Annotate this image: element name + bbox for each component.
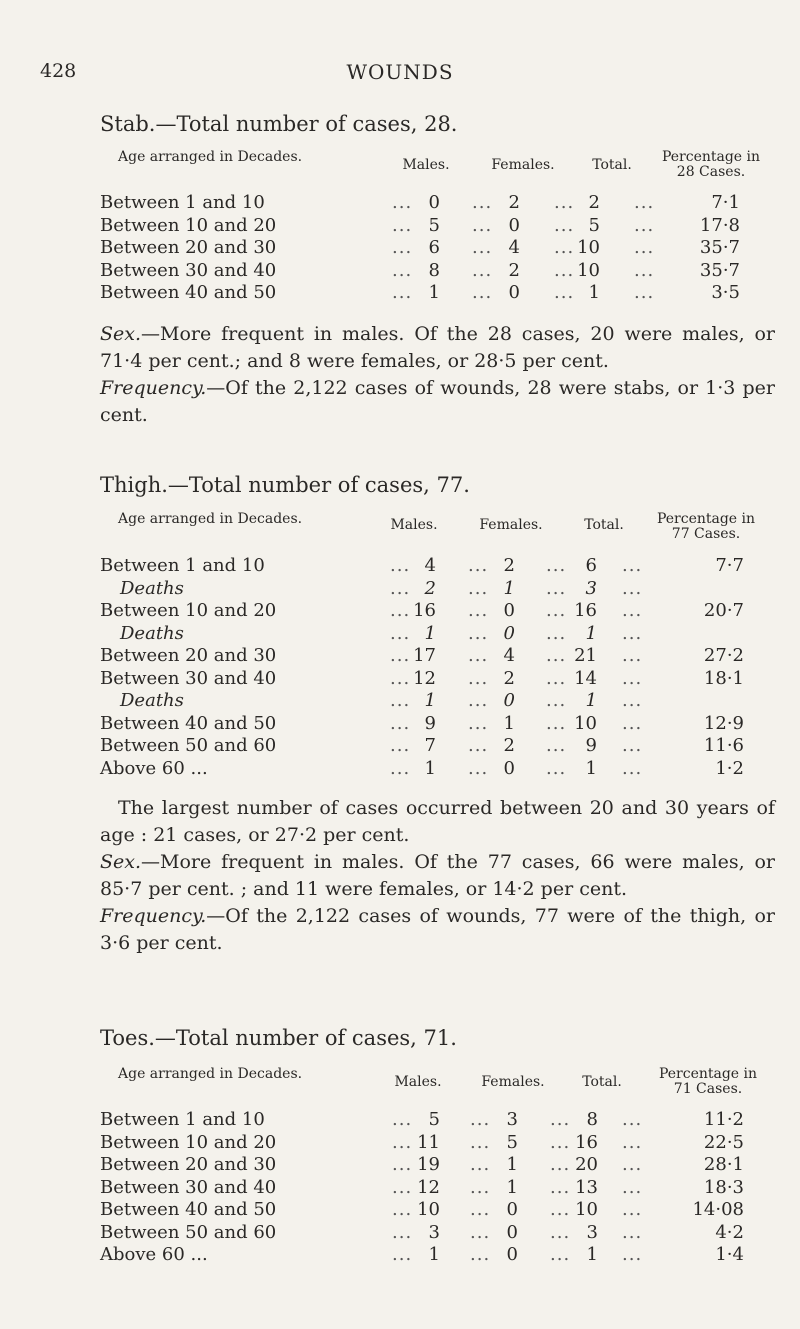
leader-dots: ... — [550, 1131, 571, 1153]
thigh-sex-label: Sex. — [100, 851, 142, 873]
leader-dots: ... — [392, 1109, 413, 1130]
cell-pct: 7·1 — [711, 192, 740, 213]
cell-females: 0 — [503, 622, 515, 644]
cell-total: 1 — [586, 1244, 598, 1265]
leader-dots: ... — [468, 645, 489, 666]
cell-males: 1 — [428, 282, 440, 303]
leader-dots: ... — [392, 1154, 413, 1175]
cell-males: 8 — [428, 259, 440, 281]
deaths-row — [100, 578, 760, 601]
cell-females: 1 — [506, 1154, 518, 1175]
thigh-sex-text: —More frequent in males. Of the 77 cases, 66 were males, or 85·7 per cent. ; and 11 were females, or 14·2 per cent. — [100, 851, 775, 900]
leader-dots: ... — [622, 667, 643, 689]
leader-dots: ... — [546, 757, 567, 779]
cell-males: 9 — [424, 712, 436, 734]
cell-males: 5 — [428, 1109, 440, 1130]
deaths-row — [100, 623, 760, 646]
leader-dots: ... — [390, 735, 411, 756]
leader-dots: ... — [468, 667, 489, 689]
table-row — [100, 1177, 760, 1200]
leader-dots: ... — [468, 555, 489, 576]
leader-dots: ... — [554, 192, 575, 213]
stab-head-females: Females. — [491, 157, 555, 173]
cell-females: 0 — [506, 1221, 518, 1243]
row-label: Above 60 ... — [100, 757, 208, 779]
cell-males: 1 — [424, 622, 436, 644]
stab-frequency-label: Frequency. — [100, 377, 207, 399]
toes-head-age: Age arranged in Decades. — [118, 1066, 303, 1082]
cell-total: 16 — [574, 600, 597, 621]
leader-dots: ... — [622, 1244, 643, 1265]
stab-sex-paragraph — [100, 321, 775, 429]
cell-females: 2 — [503, 555, 515, 576]
cell-males: 3 — [428, 1221, 440, 1243]
cell-pct: 17·8 — [699, 214, 740, 236]
cell-total: 6 — [585, 555, 597, 576]
deaths-row — [100, 690, 760, 713]
leader-dots: ... — [622, 555, 643, 576]
cell-males: 1 — [424, 690, 436, 711]
cell-females: 1 — [503, 712, 515, 734]
cell-males: 16 — [413, 600, 436, 621]
row-label: Between 40 and 50 — [100, 712, 277, 734]
cell-females: 0 — [503, 600, 515, 621]
cell-total: 10 — [577, 259, 600, 281]
leader-dots: ... — [470, 1244, 491, 1265]
leader-dots: ... — [622, 1199, 643, 1220]
thigh-head-percentage: Percentage in 77 Cases. — [656, 511, 756, 542]
cell-total: 5 — [588, 214, 600, 236]
row-label: Between 20 and 30 — [100, 645, 277, 666]
table-row — [100, 260, 760, 283]
cell-females: 2 — [508, 259, 520, 281]
stab-head-age: Age arranged in Decades. — [118, 149, 303, 165]
row-label: Between 40 and 50 — [100, 1199, 277, 1220]
cell-males: 7 — [424, 735, 436, 756]
row-label: Deaths — [120, 622, 184, 644]
row-label: Between 40 and 50 — [100, 282, 277, 303]
leader-dots: ... — [546, 712, 567, 734]
cell-males: 2 — [424, 577, 436, 599]
leader-dots: ... — [392, 1221, 413, 1243]
leader-dots: ... — [622, 1221, 643, 1243]
cell-pct: 4·2 — [715, 1221, 744, 1243]
table-row — [100, 1199, 760, 1222]
cell-total: 10 — [574, 712, 597, 734]
cell-males: 4 — [424, 555, 436, 576]
cell-males: 12 — [417, 1176, 440, 1198]
cell-pct: 11·2 — [703, 1109, 744, 1130]
cell-total: 3 — [586, 1221, 598, 1243]
thigh-head-females: Females. — [479, 517, 543, 533]
leader-dots: ... — [392, 1176, 413, 1198]
leader-dots: ... — [392, 214, 413, 236]
cell-total: 14 — [574, 667, 597, 689]
leader-dots: ... — [622, 645, 643, 666]
thigh-frequency-label: Frequency. — [100, 905, 207, 927]
leader-dots: ... — [546, 645, 567, 666]
leader-dots: ... — [550, 1154, 571, 1175]
cell-males: 17 — [413, 645, 436, 666]
stab-head-males: Males. — [402, 157, 450, 173]
cell-total: 1 — [585, 757, 597, 779]
leader-dots: ... — [392, 192, 413, 213]
leader-dots: ... — [622, 712, 643, 734]
row-label: Between 30 and 40 — [100, 1176, 277, 1198]
leader-dots: ... — [546, 577, 567, 599]
leader-dots: ... — [392, 1244, 413, 1265]
toes-head-percentage: Percentage in 71 Cases. — [658, 1066, 758, 1097]
leader-dots: ... — [546, 622, 567, 644]
page-number: 428 — [40, 60, 77, 82]
toes-head-males: Males. — [394, 1074, 442, 1090]
leader-dots: ... — [550, 1176, 571, 1198]
cell-males: 11 — [417, 1131, 440, 1153]
row-label: Between 20 and 30 — [100, 1154, 277, 1175]
leader-dots: ... — [392, 1199, 413, 1220]
table-row — [100, 713, 760, 736]
table-row — [100, 1222, 760, 1245]
leader-dots: ... — [470, 1199, 491, 1220]
leader-dots: ... — [390, 577, 411, 599]
thigh-head-age: Age arranged in Decades. — [118, 511, 303, 527]
leader-dots: ... — [392, 282, 413, 303]
cell-pct: 28·1 — [703, 1154, 744, 1175]
leader-dots: ... — [554, 214, 575, 236]
leader-dots: ... — [390, 757, 411, 779]
leader-dots: ... — [554, 282, 575, 303]
leader-dots: ... — [470, 1109, 491, 1130]
stab-head-percentage: Percentage in 28 Cases. — [661, 149, 761, 180]
cell-pct: 18·3 — [703, 1176, 744, 1198]
cell-males: 1 — [428, 1244, 440, 1265]
leader-dots: ... — [468, 735, 489, 756]
row-label: Between 10 and 20 — [100, 600, 277, 621]
table-row — [100, 735, 760, 758]
leader-dots: ... — [390, 712, 411, 734]
cell-males: 19 — [417, 1154, 440, 1175]
cell-females: 4 — [508, 237, 520, 258]
cell-total: 1 — [588, 282, 600, 303]
leader-dots: ... — [546, 690, 567, 711]
leader-dots: ... — [470, 1221, 491, 1243]
cell-females: 1 — [503, 577, 515, 599]
cell-pct: 14·08 — [692, 1199, 744, 1220]
leader-dots: ... — [546, 735, 567, 756]
leader-dots: ... — [634, 192, 655, 213]
leader-dots: ... — [390, 690, 411, 711]
leader-dots: ... — [472, 259, 493, 281]
row-label: Above 60 ... — [100, 1244, 208, 1265]
thigh-frequency-text: —Of the 2,122 cases of wounds, 77 were of the thigh, or 3·6 per cent. — [100, 905, 775, 954]
row-label: Between 30 and 40 — [100, 667, 277, 689]
thigh-largest-text: The largest number of cases occurred between 20 and 30 years of age : 21 cases, or 27·2 per cent. — [100, 797, 775, 846]
table-row — [100, 282, 760, 305]
toes-head-females: Females. — [481, 1074, 545, 1090]
cell-pct: 7·7 — [715, 555, 744, 576]
cell-pct: 18·1 — [703, 667, 744, 689]
cell-males: 6 — [428, 237, 440, 258]
leader-dots: ... — [468, 577, 489, 599]
cell-total: 3 — [585, 577, 597, 599]
row-label: Deaths — [120, 577, 184, 599]
cell-total: 20 — [575, 1154, 598, 1175]
leader-dots: ... — [546, 667, 567, 689]
row-label: Between 30 and 40 — [100, 259, 277, 281]
leader-dots: ... — [622, 690, 643, 711]
table-row — [100, 645, 760, 668]
leader-dots: ... — [468, 622, 489, 644]
leader-dots: ... — [550, 1244, 571, 1265]
cell-females: 1 — [506, 1176, 518, 1198]
cell-total: 16 — [575, 1131, 598, 1153]
cell-pct: 35·7 — [699, 237, 740, 258]
leader-dots: ... — [390, 600, 411, 621]
row-label: Between 10 and 20 — [100, 1131, 277, 1153]
table-row — [100, 668, 760, 691]
cell-females: 2 — [503, 667, 515, 689]
leader-dots: ... — [550, 1109, 571, 1130]
leader-dots: ... — [472, 192, 493, 213]
leader-dots: ... — [470, 1176, 491, 1198]
table-row — [100, 1109, 760, 1132]
table-row — [100, 215, 760, 238]
row-label: Deaths — [120, 690, 184, 711]
leader-dots: ... — [622, 600, 643, 621]
row-label: Between 1 and 10 — [100, 1109, 265, 1130]
cell-pct: 3·5 — [711, 282, 740, 303]
leader-dots: ... — [390, 622, 411, 644]
cell-pct: 27·2 — [703, 645, 744, 666]
thigh-head-males: Males. — [390, 517, 438, 533]
cell-females: 0 — [503, 757, 515, 779]
cell-females: 5 — [506, 1131, 518, 1153]
leader-dots: ... — [546, 600, 567, 621]
stab-title: Stab.—Total number of cases, 28. — [100, 112, 458, 136]
leader-dots: ... — [392, 1131, 413, 1153]
cell-pct: 12·9 — [703, 712, 744, 734]
thigh-paragraph — [100, 795, 775, 957]
leader-dots: ... — [554, 259, 575, 281]
thigh-head-total: Total. — [584, 517, 624, 533]
leader-dots: ... — [622, 1131, 643, 1153]
row-label: Between 20 and 30 — [100, 237, 277, 258]
leader-dots: ... — [634, 214, 655, 236]
cell-pct: 20·7 — [703, 600, 744, 621]
leader-dots: ... — [622, 622, 643, 644]
cell-females: 2 — [508, 192, 520, 213]
leader-dots: ... — [468, 690, 489, 711]
cell-females: 4 — [503, 645, 515, 666]
leader-dots: ... — [622, 577, 643, 599]
stab-sex-label: Sex. — [100, 323, 142, 345]
table-row — [100, 1154, 760, 1177]
cell-females: 0 — [506, 1244, 518, 1265]
leader-dots: ... — [390, 667, 411, 689]
leader-dots: ... — [622, 1154, 643, 1175]
leader-dots: ... — [622, 757, 643, 779]
page-header — [40, 60, 760, 88]
cell-females: 3 — [506, 1109, 518, 1130]
cell-total: 9 — [585, 735, 597, 756]
row-label: Between 50 and 60 — [100, 735, 277, 756]
cell-pct: 11·6 — [703, 735, 744, 756]
leader-dots: ... — [550, 1199, 571, 1220]
stab-head-total: Total. — [592, 157, 632, 173]
leader-dots: ... — [554, 237, 575, 258]
table-row — [100, 237, 760, 260]
cell-males: 10 — [417, 1199, 440, 1220]
row-label: Between 50 and 60 — [100, 1221, 277, 1243]
leader-dots: ... — [392, 237, 413, 258]
cell-males: 1 — [424, 757, 436, 779]
toes-head-total: Total. — [582, 1074, 622, 1090]
stab-frequency-text: —Of the 2,122 cases of wounds, 28 were stabs, or 1·3 per cent. — [100, 377, 775, 426]
leader-dots: ... — [470, 1154, 491, 1175]
cell-total: 21 — [574, 645, 597, 666]
table-row — [100, 192, 760, 215]
cell-females: 2 — [503, 735, 515, 756]
running-head: WOUNDS — [346, 60, 454, 84]
leader-dots: ... — [634, 237, 655, 258]
cell-total: 1 — [585, 690, 597, 711]
leader-dots: ... — [472, 237, 493, 258]
leader-dots: ... — [472, 214, 493, 236]
leader-dots: ... — [622, 1109, 643, 1130]
cell-pct: 1·4 — [715, 1244, 744, 1265]
leader-dots: ... — [634, 282, 655, 303]
leader-dots: ... — [470, 1131, 491, 1153]
leader-dots: ... — [390, 555, 411, 576]
leader-dots: ... — [468, 712, 489, 734]
cell-total: 2 — [588, 192, 600, 213]
cell-pct: 35·7 — [699, 259, 740, 281]
table-row — [100, 600, 760, 623]
cell-total: 8 — [586, 1109, 598, 1130]
cell-pct: 1·2 — [715, 757, 744, 779]
cell-males: 12 — [413, 667, 436, 689]
leader-dots: ... — [550, 1221, 571, 1243]
cell-females: 0 — [508, 282, 520, 303]
table-row — [100, 555, 760, 578]
thigh-title: Thigh.—Total number of cases, 77. — [100, 473, 470, 497]
leader-dots: ... — [622, 735, 643, 756]
table-row — [100, 1132, 760, 1155]
row-label: Between 1 and 10 — [100, 555, 265, 576]
table-row — [100, 758, 760, 781]
leader-dots: ... — [634, 259, 655, 281]
leader-dots: ... — [468, 600, 489, 621]
stab-sex-text: —More frequent in males. Of the 28 cases, 20 were males, or 71·4 per cent.; and 8 were females, or 28·5 per cent. — [100, 323, 775, 372]
leader-dots: ... — [392, 259, 413, 281]
cell-males: 5 — [428, 214, 440, 236]
cell-males: 0 — [428, 192, 440, 213]
cell-total: 10 — [577, 237, 600, 258]
cell-total: 10 — [575, 1199, 598, 1220]
leader-dots: ... — [622, 1176, 643, 1198]
leader-dots: ... — [390, 645, 411, 666]
cell-females: 0 — [506, 1199, 518, 1220]
cell-females: 0 — [503, 690, 515, 711]
row-label: Between 10 and 20 — [100, 214, 277, 236]
cell-total: 13 — [575, 1176, 598, 1198]
cell-pct: 22·5 — [703, 1131, 744, 1153]
cell-females: 0 — [508, 214, 520, 236]
cell-total: 1 — [585, 622, 597, 644]
toes-title: Toes.—Total number of cases, 71. — [100, 1026, 457, 1050]
leader-dots: ... — [546, 555, 567, 576]
row-label: Between 1 and 10 — [100, 192, 265, 213]
leader-dots: ... — [468, 757, 489, 779]
table-row — [100, 1244, 760, 1267]
leader-dots: ... — [472, 282, 493, 303]
